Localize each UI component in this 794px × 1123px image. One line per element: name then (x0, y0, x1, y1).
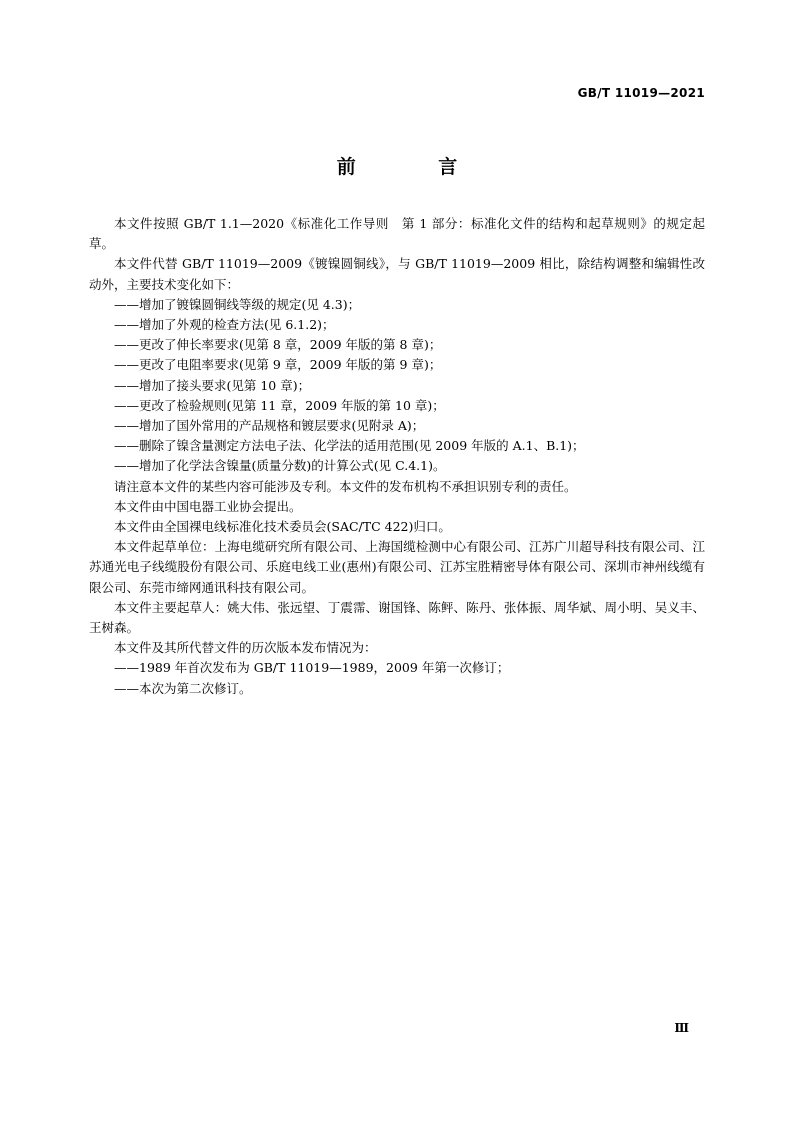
list-item: ——本次为第二次修订。 (114, 680, 252, 696)
list-item: ——更改了检验规则(见第 11 章，2009 年版的第 10 章)； (114, 397, 445, 413)
history-intro-paragraph: 本文件及其所代替文件的历次版本发布情况为： (114, 640, 377, 656)
replacement-paragraph: 本文件代替 GB/T 11019—2009《镀镍圆铜线》，与 GB/T 11019—2009 相比，除结构调整和编辑性改动外，主要技术变化如下： (89, 256, 705, 292)
proposer-paragraph: 本文件由中国电器工业协会提出。 (114, 498, 302, 514)
list-item: ——增加了外观的检查方法(见 6.1.2)； (114, 317, 335, 333)
list-item: ——增加了接头要求(见第 10 章)； (114, 377, 311, 393)
page-number: Ⅲ (674, 1021, 689, 1035)
list-item: ——增加了国外常用的产品规格和镀层要求(见附录 A)； (114, 418, 425, 434)
list-item: ——增加了化学法含镍量(质量分数)的计算公式(见 C.4.1)。 (114, 458, 446, 474)
history-list (89, 658, 705, 698)
foreword-body (89, 214, 705, 699)
drafters-paragraph: 本文件主要起草人：姚大伟、张远望、丁震霈、谢国锋、陈鲆、陈丹、张体振、周华斌、周小明、吴义丰、王树森。 (89, 599, 705, 636)
list-item: ——更改了电阻率要求(见第 9 章，2009 年版的第 9 章)； (114, 357, 442, 373)
standard-code: GB/T 11019—2021 (577, 86, 705, 100)
list-item: ——增加了镀镍圆铜线等级的规定(见 4.3)； (114, 296, 361, 312)
drafting-rule-paragraph: 本文件按照 GB/T 1.1—2020《标准化工作导则 第 1 部分：标准化文件的结构和起草规则》的规定起草。 (89, 216, 705, 252)
list-item: ——删除了镍含量测定方法电子法、化学法的适用范围(见 2009 年版的 A.1、B.1)； (114, 438, 585, 454)
list-item: ——更改了伸长率要求(见第 8 章，2009 年版的第 8 章)； (114, 337, 442, 353)
drafting-units-paragraph: 本文件起草单位：上海电缆研究所有限公司、上海国缆检测中心有限公司、江苏广川超导科技有限公司、江苏通光电子线缆股份有限公司、乐庭电线工业(惠州)有限公司、江苏宝胜精密导体有限公司、深圳市神州线缆有限公司、东莞市缔网通讯科技有限公司。 (89, 539, 705, 595)
committee-paragraph: 本文件由全国裸电线标准化技术委员会(SAC/TC 422)归口。 (114, 519, 451, 535)
changes-list (89, 295, 705, 477)
page-title: 前 言 (336, 156, 496, 178)
patent-notice: 请注意本文件的某些内容可能涉及专利。本文件的发布机构不承担识别专利的责任。 (114, 478, 577, 494)
list-item: ——1989 年首次发布为 GB/T 11019—1989，2009 年第一次修订； (114, 660, 510, 676)
